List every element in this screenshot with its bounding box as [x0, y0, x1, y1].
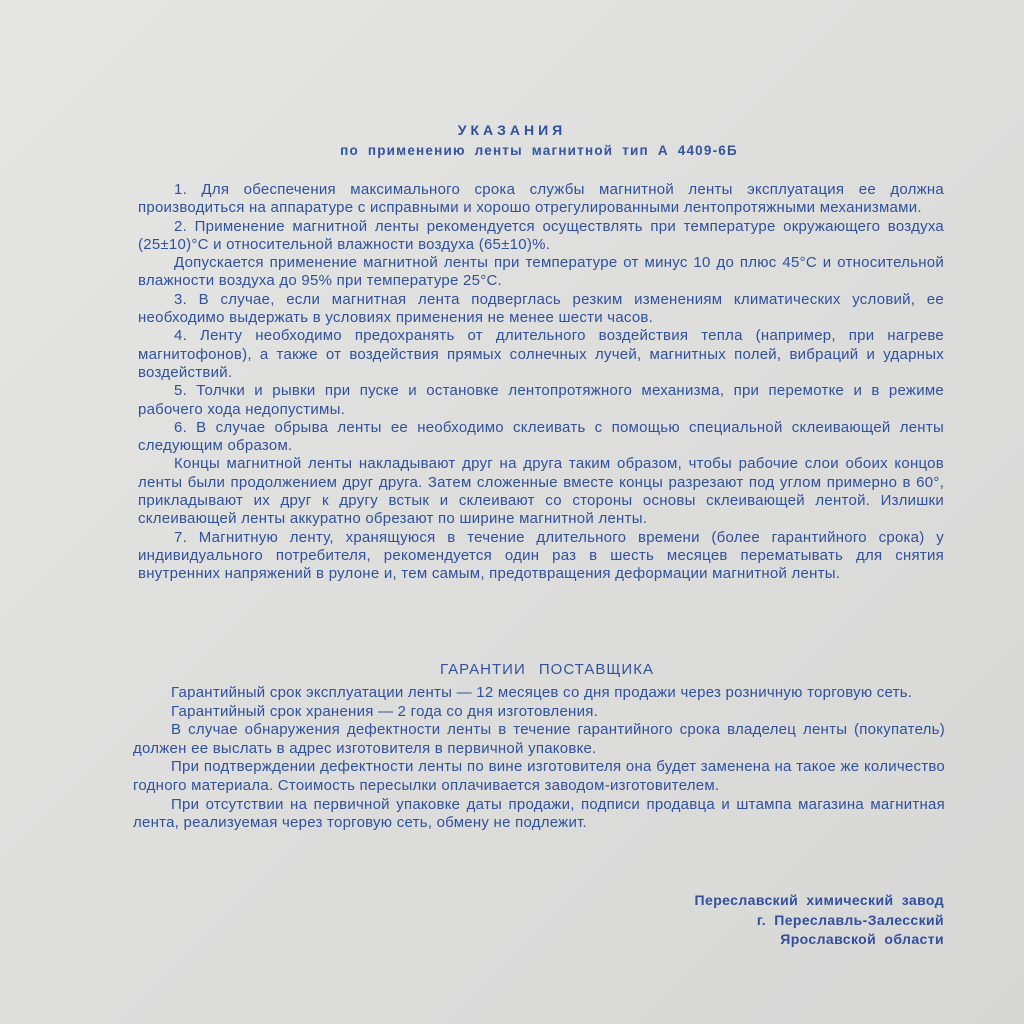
instruction-paragraph: Допускается применение магнитной ленты при температуре от минус 10 до плюс 45°С и относительной влажности воздуха до 95% при температуре 25°С. [138, 254, 944, 290]
warranty-section [133, 684, 945, 833]
warranty-paragraph: Гарантийный срок хранения — 2 года со дня изготовления. [171, 702, 598, 720]
warranty-paragraph: При отсутствии на первичной упаковке даты продажи, подписи продавца и штампа магазина магнитная лента, реализуемая через торговую сеть, обмену не подлежит. [133, 795, 945, 832]
instruction-paragraph: 4. Ленту необходимо предохранять от длительного воздействия тепла (например, при нагреве магнитофонов), а также от воздействия прямых солнечных лучей, магнитных полей, вибраций и ударных воздействий. [138, 327, 944, 381]
warranty-paragraph: Гарантийный срок эксплуатации ленты — 12 месяцев со дня продажи через розничную торговую сеть. [171, 684, 913, 701]
manufacturer-name: Переславский химический завод [694, 892, 944, 908]
instruction-paragraph: 1. Для обеспечения максимального срока службы магнитной ленты эксплуатация ее должна производиться на аппаратуре с исправными и хорошо отрегулированными лентопротяжными механизмами. [138, 181, 944, 217]
warranty-heading: ГАРАНТИИ ПОСТАВЩИКА [440, 661, 654, 678]
instruction-paragraph: 7. Магнитную ленту, хранящуюся в течение длительного времени (более гарантийного срока) у индивидуального потребителя, рекомендуется один раз в шесть месяцев перематывать для снятия внутренних напряжений в рулоне и, тем самым, предотвращения деформации магнитной ленты. [138, 528, 944, 583]
manufacturer-city: г. Переславль-Залесский [756, 911, 944, 928]
document-subtitle: по применению ленты магнитной тип А 4409-6Б [340, 143, 738, 158]
warranty-paragraph: При подтверждении дефектности ленты по вине изготовителя она будет заменена на такое же количество годного материала. Стоимость пересылки оплачивается заводом-изготовителем. [133, 758, 945, 794]
instruction-paragraph: 5. Толчки и рывки при пуске и остановке лентопротяжного механизма, при перемотке и в режиме рабочего хода недопустимы. [138, 382, 944, 418]
manufacturer-signature [695, 891, 944, 950]
instruction-paragraph: Концы магнитной ленты накладывают друг на друга таким образом, чтобы рабочие слои обоих концов ленты были продолжением друг друга. Затем сложенные вместе концы разрезают под углом примерно в 60°, прикладывают их друг к другу встык и склеивают со стороны основы склеивающей лентой. Излишки склеивающей ленты аккуратно обрезают по ширине магнитной ленты. [138, 455, 944, 528]
instruction-paragraph: 2. Применение магнитной ленты рекомендуется осуществлять при температуре окружающего воздуха (25±10)°С и относительной влажности воздуха (65±10)%. [138, 217, 944, 253]
instruction-paragraph: 6. В случае обрыва ленты ее необходимо склеивать с помощью специальной склеивающей ленты следующим образом. [138, 418, 944, 455]
document-title: УКАЗАНИЯ [457, 122, 567, 138]
instruction-paragraph: 3. В случае, если магнитная лента подверглась резким изменениям климатических условий, ее необходимо выдержать в условиях применения не менее шести часов. [138, 290, 944, 327]
instructions-section [138, 181, 944, 584]
warranty-paragraph: В случае обнаружения дефектности ленты в течение гарантийного срока владелец ленты (покупатель) должен ее выслать в адрес изготовителя в первичной упаковке. [133, 721, 945, 757]
manufacturer-region: Ярославской области [780, 931, 944, 947]
